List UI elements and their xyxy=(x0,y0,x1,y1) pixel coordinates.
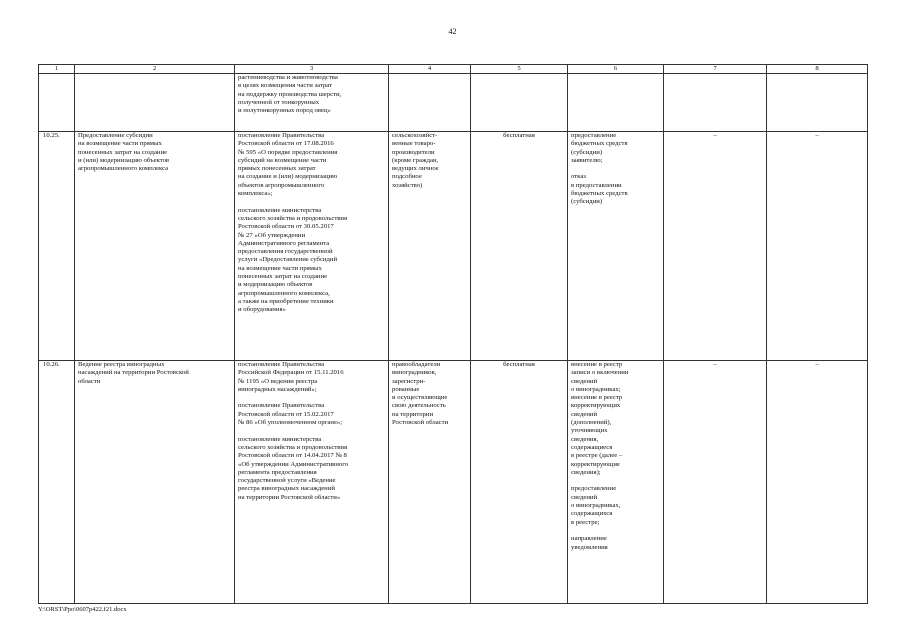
text-line: ведущих личное xyxy=(392,165,439,173)
text-line: государственной услуги «Ведение xyxy=(238,477,336,485)
service-number-cell: 10.26. xyxy=(39,361,75,604)
text-line: о виноградниках, xyxy=(571,502,621,510)
text-line: № 86 «Об уполномоченном органе»; xyxy=(238,419,343,427)
text-line: на поддержку производства шерсти, xyxy=(238,90,342,98)
column-header: 4 xyxy=(389,65,471,74)
table-row xyxy=(39,132,868,361)
text-line: содержащихся xyxy=(571,510,613,518)
text-line: Ростовской области от 30.05.2017 xyxy=(238,223,334,231)
text-line: в реестре (далее – xyxy=(571,452,623,460)
text-line: области xyxy=(78,377,101,385)
text-line: «Об утверждении Административного xyxy=(238,460,349,468)
text-line: Предоставление субсидии xyxy=(78,132,153,139)
text-line: № 595 «О порядке предоставления xyxy=(238,148,338,156)
text-line: субсидий на возмещение части xyxy=(238,156,327,164)
text-line: содержащиеся xyxy=(571,443,613,451)
text-line: сведений xyxy=(571,493,598,501)
column-number-row xyxy=(39,65,868,74)
text-line: производители xyxy=(392,148,435,156)
text-line: (субсидии) xyxy=(571,148,603,156)
service-number-cell xyxy=(39,74,75,132)
column-header: 6 xyxy=(568,65,664,74)
text-line: и оборудования» xyxy=(238,306,286,314)
text-line: предоставление xyxy=(571,132,617,139)
blank-line xyxy=(238,394,385,402)
blank-line xyxy=(571,527,660,535)
legal-acts-cell xyxy=(235,361,389,604)
text-line: в предоставлении xyxy=(571,181,622,189)
text-line: (дополнений), xyxy=(571,419,612,427)
text-line: направление xyxy=(571,535,607,543)
text-line: прямых понесенных затрат xyxy=(238,165,316,173)
column-header: 8 xyxy=(767,65,868,74)
legal-acts-cell xyxy=(235,74,389,132)
text-line: о виноградниках; xyxy=(571,385,621,393)
text-line: уточняющих xyxy=(571,427,608,435)
result-cell xyxy=(568,361,664,604)
blank-line xyxy=(238,198,385,206)
text-line: (кроме граждан, xyxy=(392,156,439,164)
text-line: № 27 «Об утверждении xyxy=(238,231,306,239)
page-number: 42 xyxy=(448,27,457,36)
text-line: комплекса»; xyxy=(238,190,273,198)
text-line: бюджетных средств xyxy=(571,190,628,198)
text-line: объектов агропромышленного xyxy=(238,181,325,189)
column8-cell: – xyxy=(767,361,868,604)
column8-cell: – xyxy=(767,132,868,361)
text-line: сведения, xyxy=(571,435,599,443)
fee-cell: бесплатная xyxy=(471,132,568,361)
text-line: внесение в реестр xyxy=(571,361,623,368)
text-line: (субсидии) xyxy=(571,198,603,206)
text-line: хозяйство) xyxy=(392,181,423,189)
text-line: № 1195 «О ведении реестра xyxy=(238,377,318,385)
text-line: записи о включении xyxy=(571,369,629,377)
text-line: виноградных насаждений»; xyxy=(238,385,317,393)
text-line: венные товаро- xyxy=(392,140,436,148)
fee-cell: бесплатная xyxy=(471,361,568,604)
text-line: постановление министерства xyxy=(238,435,322,443)
text-line: корректирующих xyxy=(571,402,621,410)
registry-table xyxy=(38,64,868,604)
column7-cell: – xyxy=(664,361,767,604)
text-line: виноградников, xyxy=(392,369,437,377)
text-line: подсобное xyxy=(392,173,422,181)
text-line: заявителю; xyxy=(571,156,603,164)
text-line: зарегистри- xyxy=(392,377,426,385)
text-line: агропромышленного комплекса, xyxy=(238,289,330,297)
text-line: на создание и (или) модернизацию xyxy=(238,173,338,181)
applicants-cell xyxy=(389,361,471,604)
file-path-footer: Y:\ORST\Ppo\0607p422.f21.docx xyxy=(38,606,127,613)
text-line: предоставления государственной xyxy=(238,248,333,256)
text-line: регламента предоставления xyxy=(238,468,317,476)
text-line: Российской Федерации от 15.11.2016 xyxy=(238,369,344,377)
text-line: на возмещение части прямых xyxy=(78,140,162,148)
column-header: 7 xyxy=(664,65,767,74)
text-line: агропромышленного комплекса xyxy=(78,165,169,173)
text-line: и (или) модернизацию объектов xyxy=(78,156,170,164)
text-line: внесение в реестр xyxy=(571,394,623,402)
table-row xyxy=(39,74,868,132)
text-line: Ростовской области от 14.04.2017 № 8 xyxy=(238,452,347,460)
column7-cell xyxy=(664,74,767,132)
text-line: свою деятельность xyxy=(392,402,446,410)
text-line: на территории Ростовской области» xyxy=(238,493,341,501)
text-line: на возмещение части прямых xyxy=(238,264,322,272)
text-line: отказ xyxy=(571,173,586,181)
text-line: реестра виноградных насаждений xyxy=(238,485,335,493)
text-line: уведомления xyxy=(571,543,608,551)
service-name-cell xyxy=(75,361,235,604)
legal-acts-cell xyxy=(235,132,389,361)
table-row xyxy=(39,361,868,604)
column7-cell: – xyxy=(664,132,767,361)
text-line: сельского хозяйства и продовольствия xyxy=(238,214,348,222)
text-line: постановление Правительства xyxy=(238,361,325,368)
text-line: в целях возмещения части затрат xyxy=(238,82,333,90)
text-line: и полутонкорунных пород овец» xyxy=(238,107,331,115)
column-header: 3 xyxy=(235,65,389,74)
column-header: 2 xyxy=(75,65,235,74)
text-line: постановление Правительства xyxy=(238,132,325,139)
text-line: и модернизацию объектов xyxy=(238,281,313,289)
service-number-cell: 10.25. xyxy=(39,132,75,361)
text-line: постановление министерства xyxy=(238,206,322,214)
text-line: Административного регламента xyxy=(238,239,330,247)
text-line: Ведение реестра виноградных xyxy=(78,361,165,368)
text-line: и осуществляющие xyxy=(392,394,448,402)
text-line: услуги «Предоставление субсидий xyxy=(238,256,338,264)
text-line: правообладатели xyxy=(392,361,441,368)
text-line: полученной от тонкорунных xyxy=(238,98,320,106)
text-line: растениеводства и животноводства xyxy=(238,74,338,81)
applicants-cell xyxy=(389,74,471,132)
applicants-cell xyxy=(389,132,471,361)
text-line: сведения); xyxy=(571,468,601,476)
text-line: понесенных затрат на создание xyxy=(238,273,328,281)
column8-cell xyxy=(767,74,868,132)
text-line: в реестре; xyxy=(571,518,600,526)
result-cell xyxy=(568,132,664,361)
text-line: постановление Правительства xyxy=(238,402,325,410)
text-line: Ростовской области от 17.08.2016 xyxy=(238,140,334,148)
text-line: сведений xyxy=(571,410,598,418)
text-line: сельского хозяйства и продовольствия xyxy=(238,443,348,451)
text-line: сведений xyxy=(571,377,598,385)
text-line: предоставление xyxy=(571,485,617,493)
text-line: насаждений на территории Ростовской xyxy=(78,369,189,377)
blank-line xyxy=(571,165,660,173)
blank-line xyxy=(571,477,660,485)
fee-cell xyxy=(471,74,568,132)
column-header: 1 xyxy=(39,65,75,74)
text-line: Ростовской области xyxy=(392,419,449,427)
service-name-cell xyxy=(75,74,235,132)
blank-line xyxy=(238,427,385,435)
text-line: бюджетных средств xyxy=(571,140,628,148)
text-line: на территории xyxy=(392,410,434,418)
text-line: рованные xyxy=(392,385,420,393)
text-line: Ростовской области от 15.02.2017 xyxy=(238,410,334,418)
text-line: понесенных затрат на создание xyxy=(78,148,168,156)
result-cell xyxy=(568,74,664,132)
text-line: корректирующие xyxy=(571,460,620,468)
service-name-cell xyxy=(75,132,235,361)
column-header: 5 xyxy=(471,65,568,74)
text-line: а также на приобретение техники xyxy=(238,297,334,305)
text-line: сельскохозяйст- xyxy=(392,132,438,139)
